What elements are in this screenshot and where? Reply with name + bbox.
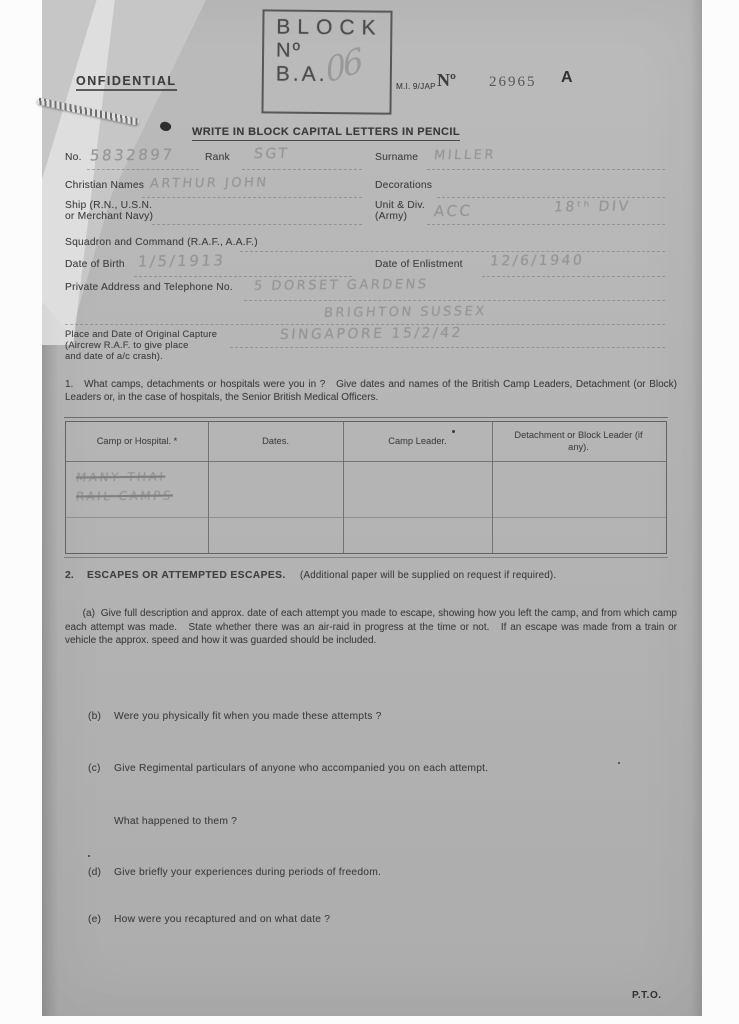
field-christian-names-value: ARTHUR JOHN: [149, 175, 270, 192]
field-date-of-birth-label: Date of Birth: [65, 259, 125, 270]
field-squadron-label: Squadron and Command (R.A.F., A.A.F.): [65, 237, 258, 248]
table-header-detachment-leader: Detachment or Block Leader (if any).: [514, 429, 643, 452]
stamp-handwritten-number: 06: [323, 40, 363, 91]
table-header-camp-leader: Camp Leader.: [388, 435, 447, 446]
table-row-camp-entry: [76, 468, 173, 505]
field-christian-names-label: Christian Names: [65, 180, 145, 191]
question-2-number: 2.: [65, 570, 74, 581]
confidential-label: ONFIDENTIAL: [76, 74, 177, 91]
series-letter: A: [561, 69, 573, 86]
field-no-label: No.: [65, 152, 82, 163]
field-unit-div-label-line1: Unit & Div.: [375, 200, 426, 211]
question-2c-followup-text: What happened to them ?: [114, 816, 238, 827]
field-date-of-birth-value: 1/5/1913: [137, 251, 227, 271]
field-rank-label: Rank: [205, 152, 230, 163]
field-decorations-label: Decorations: [375, 180, 433, 191]
field-ship-label-line1: Ship (R.N., U.S.N.: [65, 200, 153, 211]
page-turn-over-label: P.T.O.: [632, 990, 662, 1001]
field-capture-label-line3: and date of a/c crash).: [65, 350, 163, 361]
camp-entry-line2: RAIL CAMPS: [75, 488, 174, 504]
question-2e-text: How were you recaptured and on what date ?: [114, 914, 331, 925]
field-capture-label-line2: (Aircrew R.A.F. to give place: [65, 339, 189, 350]
question-2e-key: (e): [88, 914, 102, 925]
field-capture-value: SINGAPORE 15/2/42: [279, 325, 464, 343]
question-2-note: (Additional paper will be supplied on request if required).: [300, 570, 557, 581]
question-2a-key: (a): [82, 608, 95, 620]
binding-string-knot: [159, 120, 173, 133]
field-date-of-enlistment-label: Date of Enlistment: [375, 259, 463, 270]
field-address-value-line2: BRIGHTON SUSSEX: [323, 304, 488, 321]
field-no-value: 5832897: [89, 145, 176, 165]
field-unit-div-value-unit: ACC: [433, 201, 474, 221]
question-2d-text: Give briefly your experiences during periods of freedom.: [114, 867, 382, 878]
field-capture-label-line1: Place and Date of Original Capture: [65, 328, 218, 339]
serial-no-label: Nº: [437, 70, 456, 90]
camps-table: [65, 421, 667, 554]
field-date-of-enlistment-value: 12/6/1940: [489, 252, 586, 270]
question-2a-text: (a) Give full description and approx. date of each attempt you made to escape, showing how you left the camp, and from which camp each attempt was made. State whether there was an air-raid in progress at the time or not. If an escape was made from a train or vehicle the approx. speed and how it was guarded should be included.: [65, 608, 680, 647]
question-1-text: 1. What camps, detachments or hospitals were you in ? Give dates and names of the British Camp Leaders, Detachment (or Block) Leaders or, in the case of hospitals, the Senior British Medical Officers.: [65, 379, 680, 404]
mi9-reference-label: M.I. 9/JAP: [396, 82, 436, 91]
stamp-line-no: Nº: [276, 39, 302, 62]
ink-speck: [618, 762, 620, 764]
table-header-camp-or-hospital: Camp or Hospital. *: [96, 435, 178, 446]
question-2c-key: (c): [88, 763, 101, 774]
field-unit-div-label-line2: (Army): [375, 211, 408, 222]
question-2b-key: (b): [88, 711, 102, 722]
field-rank-value: SGT: [253, 145, 291, 163]
question-2-heading: ESCAPES OR ATTEMPTED ESCAPES.: [87, 570, 286, 581]
camp-entry-line1: MANY THAI: [75, 469, 167, 485]
stamp-line-block: BLOCK: [276, 15, 383, 40]
table-header-dates: Dates.: [262, 435, 289, 446]
question-2d-key: (d): [88, 867, 102, 878]
field-address-value-line1: 5 DORSET GARDENS: [253, 277, 430, 294]
instruction-heading: WRITE IN BLOCK CAPITAL LETTERS IN PENCIL: [192, 126, 460, 141]
field-surname-label: Surname: [375, 152, 419, 163]
paper-sheet: [42, 0, 702, 1016]
question-2c-text: Give Regimental particulars of anyone who accompanied you on each attempt.: [114, 763, 489, 774]
ink-speck: [88, 855, 90, 857]
question-2b-text: Were you physically fit when you made these attempts ?: [114, 711, 382, 722]
field-address-label: Private Address and Telephone No.: [65, 282, 233, 293]
stamp-line-ba: B.A.: [275, 62, 328, 87]
field-ship-label-line2: or Merchant Navy): [65, 211, 154, 222]
field-surname-value: MILLER: [433, 147, 497, 164]
field-unit-div-value-division: 18ᵗʰ DIV: [553, 198, 632, 216]
serial-number: 26965: [489, 74, 537, 90]
